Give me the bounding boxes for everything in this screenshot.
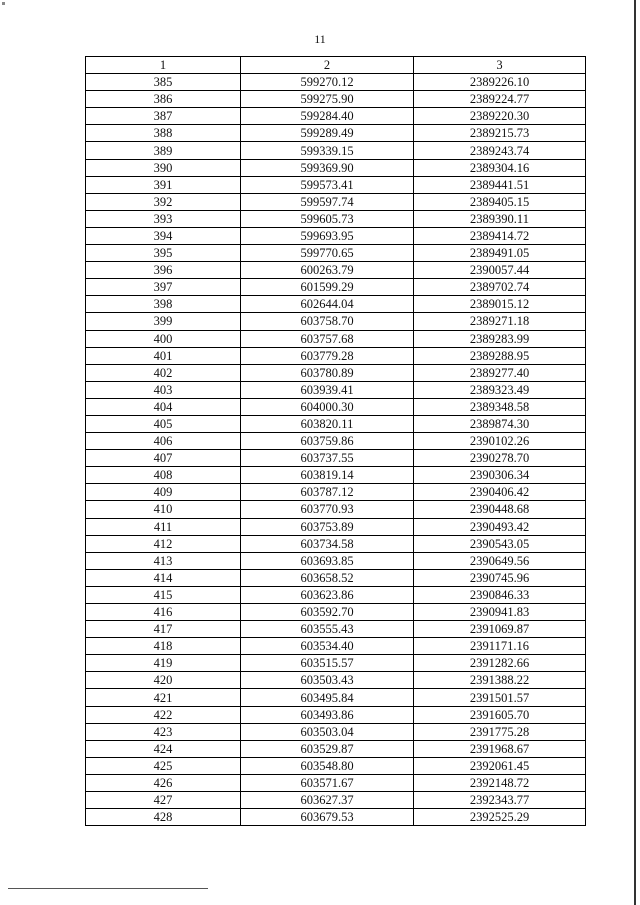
point-number-cell: 402 bbox=[86, 364, 241, 381]
point-number-cell: 421 bbox=[86, 689, 241, 706]
footer-rule bbox=[8, 888, 208, 889]
point-number-cell: 407 bbox=[86, 450, 241, 467]
y-coordinate-cell: 2391775.28 bbox=[414, 723, 586, 740]
y-coordinate-cell: 2391968.67 bbox=[414, 740, 586, 757]
y-coordinate-cell: 2390448.68 bbox=[414, 501, 586, 518]
table-row bbox=[86, 296, 586, 313]
point-number-cell: 397 bbox=[86, 279, 241, 296]
y-coordinate-cell: 2390543.05 bbox=[414, 535, 586, 552]
x-coordinate-cell: 603734.58 bbox=[241, 535, 414, 552]
point-number-cell: 425 bbox=[86, 757, 241, 774]
table-row bbox=[86, 245, 586, 262]
x-coordinate-cell: 599770.65 bbox=[241, 245, 414, 262]
y-coordinate-cell: 2392148.72 bbox=[414, 774, 586, 791]
table-row bbox=[86, 706, 586, 723]
point-number-cell: 418 bbox=[86, 638, 241, 655]
table-row bbox=[86, 518, 586, 535]
table-row bbox=[86, 792, 586, 809]
y-coordinate-cell: 2392061.45 bbox=[414, 757, 586, 774]
point-number-cell: 403 bbox=[86, 381, 241, 398]
y-coordinate-cell: 2389226.10 bbox=[414, 74, 586, 91]
x-coordinate-cell: 603515.57 bbox=[241, 655, 414, 672]
point-number-cell: 428 bbox=[86, 809, 241, 826]
x-coordinate-cell: 603819.14 bbox=[241, 467, 414, 484]
table-row bbox=[86, 227, 586, 244]
table-row bbox=[86, 484, 586, 501]
point-number-cell: 413 bbox=[86, 552, 241, 569]
point-number-cell: 414 bbox=[86, 569, 241, 586]
scan-mark bbox=[2, 2, 5, 5]
point-number-cell: 424 bbox=[86, 740, 241, 757]
table-row bbox=[86, 535, 586, 552]
point-number-cell: 419 bbox=[86, 655, 241, 672]
table-row bbox=[86, 262, 586, 279]
table-row bbox=[86, 809, 586, 826]
y-coordinate-cell: 2391388.22 bbox=[414, 672, 586, 689]
x-coordinate-cell: 603592.70 bbox=[241, 604, 414, 621]
point-number-cell: 385 bbox=[86, 74, 241, 91]
x-coordinate-cell: 603693.85 bbox=[241, 552, 414, 569]
x-coordinate-cell: 603820.11 bbox=[241, 415, 414, 432]
x-coordinate-cell: 603555.43 bbox=[241, 621, 414, 638]
x-coordinate-cell: 601599.29 bbox=[241, 279, 414, 296]
table-row bbox=[86, 398, 586, 415]
y-coordinate-cell: 2390846.33 bbox=[414, 586, 586, 603]
table-row bbox=[86, 757, 586, 774]
y-coordinate-cell: 2390278.70 bbox=[414, 450, 586, 467]
table-row bbox=[86, 655, 586, 672]
point-number-cell: 411 bbox=[86, 518, 241, 535]
y-coordinate-cell: 2389323.49 bbox=[414, 381, 586, 398]
point-number-cell: 399 bbox=[86, 313, 241, 330]
table-row bbox=[86, 176, 586, 193]
point-number-cell: 409 bbox=[86, 484, 241, 501]
table-row bbox=[86, 142, 586, 159]
column-header-3: 3 bbox=[414, 57, 586, 74]
table-row bbox=[86, 193, 586, 210]
point-number-cell: 417 bbox=[86, 621, 241, 638]
point-number-cell: 395 bbox=[86, 245, 241, 262]
table-row bbox=[86, 604, 586, 621]
y-coordinate-cell: 2389405.15 bbox=[414, 193, 586, 210]
point-number-cell: 391 bbox=[86, 176, 241, 193]
page-edge bbox=[634, 0, 636, 905]
x-coordinate-cell: 603503.04 bbox=[241, 723, 414, 740]
table-row bbox=[86, 689, 586, 706]
point-number-cell: 423 bbox=[86, 723, 241, 740]
x-coordinate-cell: 603529.87 bbox=[241, 740, 414, 757]
x-coordinate-cell: 603658.52 bbox=[241, 569, 414, 586]
coordinates-table bbox=[85, 56, 586, 826]
point-number-cell: 416 bbox=[86, 604, 241, 621]
y-coordinate-cell: 2390493.42 bbox=[414, 518, 586, 535]
y-coordinate-cell: 2389288.95 bbox=[414, 347, 586, 364]
point-number-cell: 390 bbox=[86, 159, 241, 176]
y-coordinate-cell: 2391282.66 bbox=[414, 655, 586, 672]
table-row bbox=[86, 638, 586, 655]
table-row bbox=[86, 586, 586, 603]
point-number-cell: 404 bbox=[86, 398, 241, 415]
y-coordinate-cell: 2389271.18 bbox=[414, 313, 586, 330]
y-coordinate-cell: 2390102.26 bbox=[414, 433, 586, 450]
x-coordinate-cell: 603779.28 bbox=[241, 347, 414, 364]
point-number-cell: 398 bbox=[86, 296, 241, 313]
point-number-cell: 426 bbox=[86, 774, 241, 791]
x-coordinate-cell: 599573.41 bbox=[241, 176, 414, 193]
table-row bbox=[86, 501, 586, 518]
y-coordinate-cell: 2392343.77 bbox=[414, 792, 586, 809]
y-coordinate-cell: 2392525.29 bbox=[414, 809, 586, 826]
point-number-cell: 400 bbox=[86, 330, 241, 347]
x-coordinate-cell: 599339.15 bbox=[241, 142, 414, 159]
y-coordinate-cell: 2389220.30 bbox=[414, 108, 586, 125]
y-coordinate-cell: 2389491.05 bbox=[414, 245, 586, 262]
y-coordinate-cell: 2390057.44 bbox=[414, 262, 586, 279]
table-row bbox=[86, 108, 586, 125]
y-coordinate-cell: 2389702.74 bbox=[414, 279, 586, 296]
table-row bbox=[86, 621, 586, 638]
x-coordinate-cell: 603780.89 bbox=[241, 364, 414, 381]
y-coordinate-cell: 2389414.72 bbox=[414, 227, 586, 244]
x-coordinate-cell: 603787.12 bbox=[241, 484, 414, 501]
y-coordinate-cell: 2391171.16 bbox=[414, 638, 586, 655]
x-coordinate-cell: 603627.37 bbox=[241, 792, 414, 809]
point-number-cell: 406 bbox=[86, 433, 241, 450]
x-coordinate-cell: 603571.67 bbox=[241, 774, 414, 791]
point-number-cell: 393 bbox=[86, 210, 241, 227]
x-coordinate-cell: 599270.12 bbox=[241, 74, 414, 91]
y-coordinate-cell: 2390745.96 bbox=[414, 569, 586, 586]
y-coordinate-cell: 2391605.70 bbox=[414, 706, 586, 723]
x-coordinate-cell: 599284.40 bbox=[241, 108, 414, 125]
y-coordinate-cell: 2391069.87 bbox=[414, 621, 586, 638]
x-coordinate-cell: 603503.43 bbox=[241, 672, 414, 689]
x-coordinate-cell: 603548.80 bbox=[241, 757, 414, 774]
x-coordinate-cell: 603623.86 bbox=[241, 586, 414, 603]
table-row bbox=[86, 450, 586, 467]
table-row bbox=[86, 381, 586, 398]
x-coordinate-cell: 603758.70 bbox=[241, 313, 414, 330]
point-number-cell: 427 bbox=[86, 792, 241, 809]
point-number-cell: 394 bbox=[86, 227, 241, 244]
point-number-cell: 401 bbox=[86, 347, 241, 364]
table-row bbox=[86, 415, 586, 432]
x-coordinate-cell: 600263.79 bbox=[241, 262, 414, 279]
x-coordinate-cell: 603679.53 bbox=[241, 809, 414, 826]
y-coordinate-cell: 2389874.30 bbox=[414, 415, 586, 432]
y-coordinate-cell: 2389277.40 bbox=[414, 364, 586, 381]
table-row bbox=[86, 91, 586, 108]
point-number-cell: 389 bbox=[86, 142, 241, 159]
point-number-cell: 412 bbox=[86, 535, 241, 552]
x-coordinate-cell: 602644.04 bbox=[241, 296, 414, 313]
point-number-cell: 388 bbox=[86, 125, 241, 142]
x-coordinate-cell: 603770.93 bbox=[241, 501, 414, 518]
x-coordinate-cell: 603759.86 bbox=[241, 433, 414, 450]
point-number-cell: 420 bbox=[86, 672, 241, 689]
point-number-cell: 392 bbox=[86, 193, 241, 210]
x-coordinate-cell: 599275.90 bbox=[241, 91, 414, 108]
table-row bbox=[86, 210, 586, 227]
table-row bbox=[86, 279, 586, 296]
table-row bbox=[86, 672, 586, 689]
x-coordinate-cell: 603753.89 bbox=[241, 518, 414, 535]
x-coordinate-cell: 599369.90 bbox=[241, 159, 414, 176]
point-number-cell: 408 bbox=[86, 467, 241, 484]
y-coordinate-cell: 2390406.42 bbox=[414, 484, 586, 501]
table-row bbox=[86, 552, 586, 569]
table-row bbox=[86, 569, 586, 586]
y-coordinate-cell: 2389348.58 bbox=[414, 398, 586, 415]
table-row bbox=[86, 347, 586, 364]
column-header-2: 2 bbox=[241, 57, 414, 74]
point-number-cell: 405 bbox=[86, 415, 241, 432]
point-number-cell: 396 bbox=[86, 262, 241, 279]
x-coordinate-cell: 603757.68 bbox=[241, 330, 414, 347]
point-number-cell: 415 bbox=[86, 586, 241, 603]
table-row bbox=[86, 125, 586, 142]
y-coordinate-cell: 2389015.12 bbox=[414, 296, 586, 313]
y-coordinate-cell: 2389243.74 bbox=[414, 142, 586, 159]
y-coordinate-cell: 2390649.56 bbox=[414, 552, 586, 569]
y-coordinate-cell: 2391501.57 bbox=[414, 689, 586, 706]
table-body bbox=[86, 74, 586, 826]
x-coordinate-cell: 603939.41 bbox=[241, 381, 414, 398]
y-coordinate-cell: 2390306.34 bbox=[414, 467, 586, 484]
table-row bbox=[86, 364, 586, 381]
x-coordinate-cell: 599289.49 bbox=[241, 125, 414, 142]
table-row bbox=[86, 740, 586, 757]
y-coordinate-cell: 2389304.16 bbox=[414, 159, 586, 176]
y-coordinate-cell: 2389441.51 bbox=[414, 176, 586, 193]
x-coordinate-cell: 599605.73 bbox=[241, 210, 414, 227]
table-header-row bbox=[86, 57, 586, 74]
x-coordinate-cell: 603493.86 bbox=[241, 706, 414, 723]
point-number-cell: 387 bbox=[86, 108, 241, 125]
table-row bbox=[86, 433, 586, 450]
table-row bbox=[86, 159, 586, 176]
x-coordinate-cell: 599597.74 bbox=[241, 193, 414, 210]
column-header-1: 1 bbox=[86, 57, 241, 74]
y-coordinate-cell: 2389215.73 bbox=[414, 125, 586, 142]
table-row bbox=[86, 74, 586, 91]
x-coordinate-cell: 603495.84 bbox=[241, 689, 414, 706]
x-coordinate-cell: 604000.30 bbox=[241, 398, 414, 415]
x-coordinate-cell: 599693.95 bbox=[241, 227, 414, 244]
table-row bbox=[86, 330, 586, 347]
point-number-cell: 386 bbox=[86, 91, 241, 108]
page-number: 11 bbox=[314, 32, 326, 46]
x-coordinate-cell: 603534.40 bbox=[241, 638, 414, 655]
point-number-cell: 410 bbox=[86, 501, 241, 518]
table-row bbox=[86, 313, 586, 330]
y-coordinate-cell: 2389224.77 bbox=[414, 91, 586, 108]
x-coordinate-cell: 603737.55 bbox=[241, 450, 414, 467]
y-coordinate-cell: 2390941.83 bbox=[414, 604, 586, 621]
table-row bbox=[86, 774, 586, 791]
y-coordinate-cell: 2389390.11 bbox=[414, 210, 586, 227]
y-coordinate-cell: 2389283.99 bbox=[414, 330, 586, 347]
table-row bbox=[86, 723, 586, 740]
table-row bbox=[86, 467, 586, 484]
point-number-cell: 422 bbox=[86, 706, 241, 723]
